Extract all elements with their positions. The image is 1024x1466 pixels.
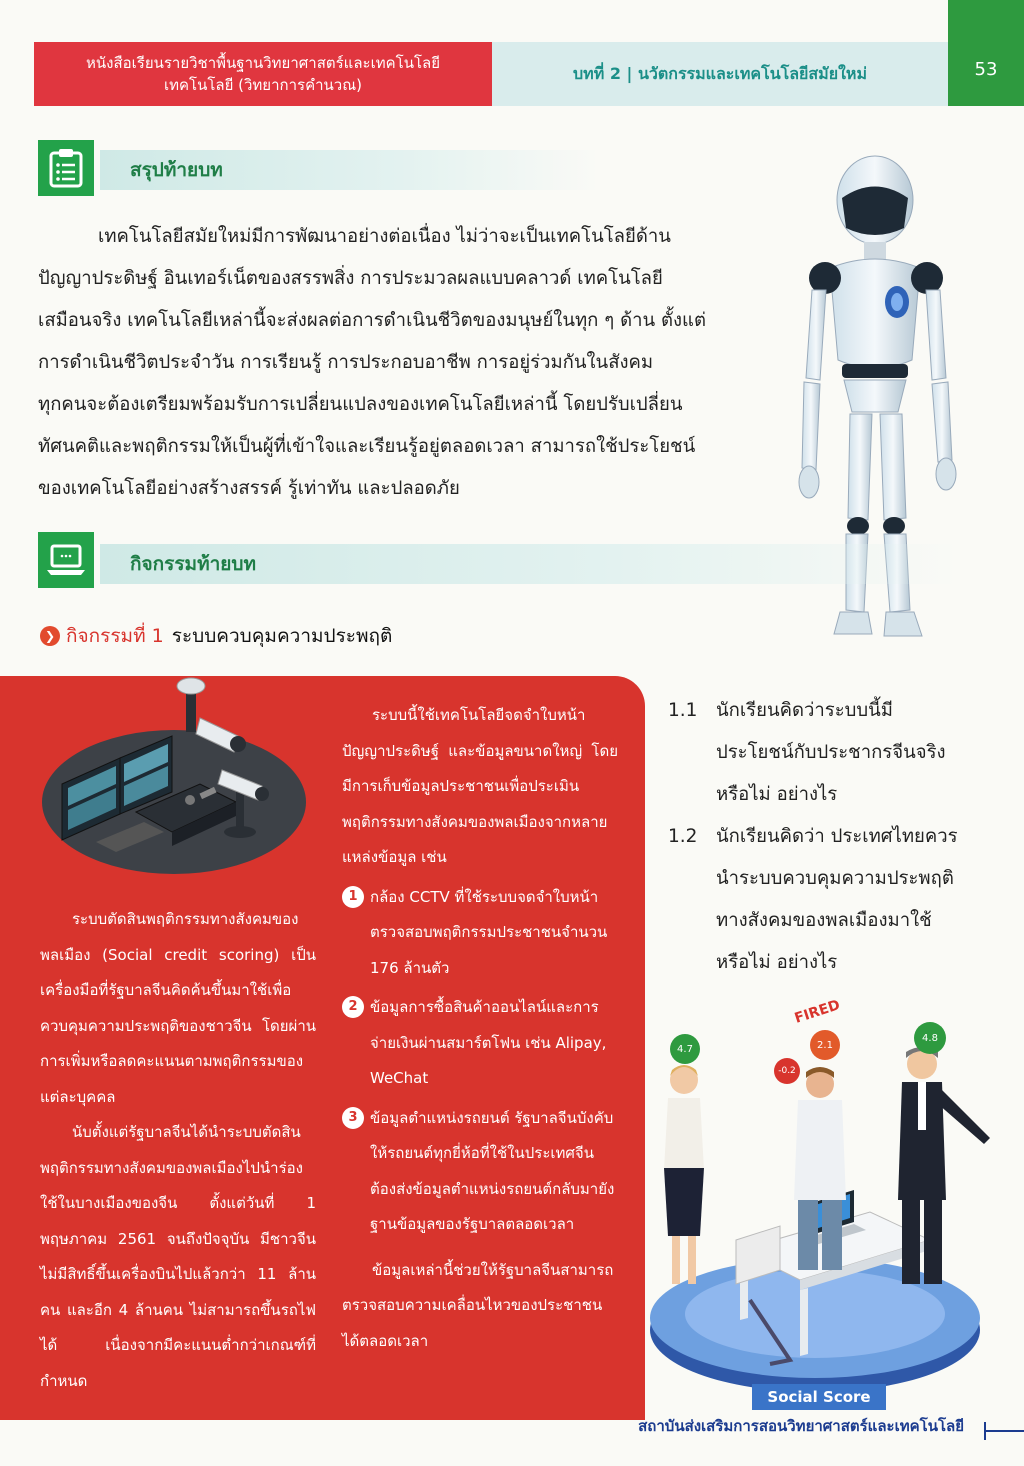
footer-rule	[984, 1430, 1024, 1432]
book-title-banner	[34, 42, 492, 106]
activity-number: กิจกรรมที่ 1	[66, 625, 164, 647]
fired-label: FIRED	[792, 997, 843, 1027]
activity-title	[40, 621, 392, 651]
score-badge: 4.7	[670, 1034, 700, 1064]
footer-rule-tick	[984, 1422, 986, 1440]
summary-line: เสมือนจริง เทคโนโลยีเหล่านี้จะส่งผลต่อการดำเนินชีวิตของมนุษย์ในทุก ๆ ด้าน ตั้งแต่	[38, 310, 706, 331]
question-2-text: นักเรียนคิดว่า ประเทศไทยควรนำระบบควบคุมความประพฤติทางสังคมของพลเมืองมาใช้หรือไม่ อย่างไร	[716, 826, 958, 973]
panel-left-paragraph-2: นับตั้งแต่รัฐบาลจีนได้นำระบบตัดสินพฤติกรรมทางสังคมของพลเมืองไปนำร่องใช้ในบางเมืองของจีน ตั้งแต่วันที่ 1 พฤษภาคม 2561 จนถึงปัจจุบัน มีชาวจีนไม่มีสิทธิ์ขึ้นเครื่องบินไปแล้วกว่า 11 ล้านคน และอีก 4 ล้านคน ไม่สามารถขึ้นรถไฟได้ เนื่องจากมีคะแนนต่ำกว่าเกณฑ์ที่กำหนด	[40, 1123, 316, 1390]
summary-line: ทุกคนจะต้องเตรียมพร้อมรับการเปลี่ยนแปลงของเทคโนโลยีเหล่านี้ โดยปรับเปลี่ยน	[38, 394, 683, 415]
panel-right-intro: ระบบนี้ใช้เทคโนโลยีจดจำใบหน้า ปัญญาประดิษฐ์ และข้อมูลขนาดใหญ่ โดยมีการเก็บข้อมูลประชาชนเพื่อประเมินพฤติกรรมทางสังคมของพลเมืองจากหลายแหล่งข้อมูล เช่น	[342, 706, 618, 866]
number-badge-2: 2	[342, 996, 364, 1018]
question-1	[668, 690, 958, 816]
score-badge: -0.2	[774, 1058, 800, 1084]
score-badge: 4.8	[914, 1022, 946, 1054]
summary-line: เทคโนโลยีสมัยใหม่มีการพัฒนาอย่างต่อเนื่อง ไม่ว่าจะเป็นเทคโนโลยีด้าน	[98, 226, 671, 247]
question-1-number: 1.1	[668, 700, 698, 721]
clipboard-icon	[38, 140, 94, 196]
panel-item-2	[342, 990, 618, 1097]
number-badge-3: 3	[342, 1107, 364, 1129]
questions-list	[668, 690, 958, 984]
question-1-text: นักเรียนคิดว่าระบบนี้มีประโยชน์กับประชากรจีนจริงหรือไม่ อย่างไร	[716, 700, 946, 805]
summary-heading: สรุปท้ายบท	[100, 150, 600, 190]
footer-publisher: สถาบันส่งเสริมการสอนวิทยาศาสตร์และเทคโนโลยี	[638, 1417, 964, 1435]
panel-item-1	[342, 880, 618, 987]
panel-left-column	[40, 902, 316, 1399]
number-badge-1: 1	[342, 886, 364, 908]
chapter-title: บทที่ 2 | นวัตกรรมและเทคโนโลยีสมัยใหม่	[492, 42, 948, 106]
panel-item-3-text: ข้อมูลตำแหน่งรถยนต์ รัฐบาลจีนบังคับให้รถยนต์ทุกยี่ห้อที่ใช้ในประเทศจีนต้องส่งข้อมูลตำแหน่งรถยนต์กลับมายังฐานข้อมูลของรัฐบาลตลอดเวลา	[370, 1108, 615, 1233]
book-title-line1: หนังสือเรียนรายวิชาพื้นฐานวิทยาศาสตร์และเทคโนโลยี	[86, 54, 440, 72]
social-score-illustration	[640, 997, 1010, 1412]
panel-left-paragraph-1: ระบบตัดสินพฤติกรรมทางสังคมของพลเมือง (Social credit scoring) เป็นเครื่องมือที่รัฐบาลจีนคิดค้นขึ้นมาใช้เพื่อควบคุมความประพฤติของชาวจีน โดยผ่านการเพิ่มหรือลดคะแนนตามพฤติกรรมของแต่ละบุคคล	[40, 910, 316, 1106]
summary-line: ของเทคโนโลยีอย่างสร้างสรรค์ รู้เท่าทัน และปลอดภัย	[38, 478, 460, 499]
chevron-right-icon: ❯	[40, 626, 60, 646]
page-number: 53	[948, 0, 1024, 106]
panel-item-2-text: ข้อมูลการซื้อสินค้าออนไลน์และการจ่ายเงินผ่านสมาร์ตโฟน เช่น Alipay, WeChat	[370, 998, 607, 1087]
laptop-icon	[38, 532, 94, 588]
panel-item-3	[342, 1101, 618, 1243]
summary-paragraph	[38, 216, 768, 510]
book-title-line2: เทคโนโลยี (วิทยาการคำนวณ)	[163, 76, 362, 94]
panel-right-outro: ข้อมูลเหล่านี้ช่วยให้รัฐบาลจีนสามารถตรวจสอบความเคลื่อนไหวของประชาชนได้ตลอดเวลา	[342, 1260, 614, 1350]
summary-line: การดำเนินชีวิตประจำวัน การเรียนรู้ การประกอบอาชีพ การอยู่ร่วมกันในสังคม	[38, 352, 654, 373]
question-2	[668, 816, 958, 984]
score-badge: 2.1	[810, 1030, 840, 1060]
social-score-label: Social Score	[752, 1384, 886, 1410]
activity-name: ระบบควบคุมความประพฤติ	[171, 625, 393, 647]
summary-line: ปัญญาประดิษฐ์ อินเทอร์เน็ตของสรรพสิ่ง การประมวลผลแบบคลาวด์ เทคโนโลยี	[38, 268, 663, 289]
activity-heading: กิจกรรมท้ายบท	[100, 544, 960, 584]
panel-right-column	[342, 698, 618, 1359]
panel-item-1-text: กล้อง CCTV ที่ใช้ระบบจดจำใบหน้าตรวจสอบพฤติกรรมประชาชนจำนวน 176 ล้านตัว	[370, 887, 608, 977]
summary-line: ทัศนคติและพฤติกรรมให้เป็นผู้ที่เข้าใจและเรียนรู้อยู่ตลอดเวลา สามารถใช้ประโยชน์	[38, 436, 696, 457]
question-2-number: 1.2	[668, 826, 698, 847]
cctv-illustration	[40, 672, 308, 877]
